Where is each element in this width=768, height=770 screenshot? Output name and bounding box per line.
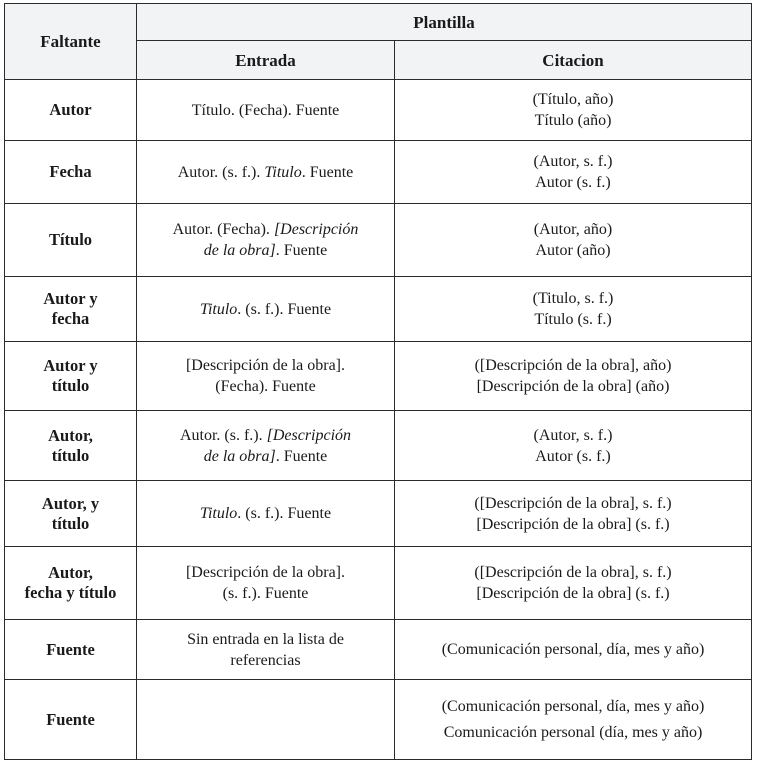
- citacion-line: (Titulo, s. f.): [532, 290, 614, 307]
- cell-entrada: [137, 141, 395, 204]
- cell-entrada: [137, 620, 395, 680]
- cell-entrada: [137, 80, 395, 141]
- cell-faltante: [5, 547, 137, 620]
- header-faltante: Faltante: [5, 4, 137, 80]
- cell-citacion: [395, 547, 752, 620]
- cell-faltante: [5, 342, 137, 411]
- entrada-segment: Autor. (s. f.).: [177, 163, 265, 181]
- faltante-line: Fuente: [46, 709, 95, 729]
- citacion-line: Autor (s. f.): [535, 447, 611, 465]
- cell-faltante: [5, 481, 137, 547]
- entrada-line: [143, 446, 388, 467]
- entrada-line: [143, 355, 388, 376]
- cell-entrada: [137, 204, 395, 277]
- cell-entrada: [137, 277, 395, 342]
- entrada-line: [143, 162, 388, 183]
- entrada-line: [143, 583, 388, 604]
- cell-faltante: [5, 620, 137, 680]
- entrada-line: [143, 562, 388, 583]
- entrada-italic-segment: Titulo: [199, 505, 238, 522]
- citacion-line: Autor (año): [535, 242, 611, 259]
- cell-entrada: [137, 547, 395, 620]
- faltante-line: Título: [48, 230, 93, 249]
- entrada-line: [143, 503, 388, 524]
- cell-citacion: [395, 342, 752, 411]
- entrada-italic-segment: Titulo: [264, 163, 302, 181]
- entrada-italic-segment: [Descripción: [266, 426, 352, 444]
- entrada-segment: . (s. f.). Fuente: [237, 505, 332, 522]
- entrada-line: [143, 376, 388, 397]
- table-row: [5, 141, 752, 204]
- entrada-line: [143, 100, 388, 121]
- table-row: [5, 620, 752, 680]
- cell-citacion: [395, 680, 752, 760]
- faltante-line: fecha y título: [24, 583, 117, 602]
- faltante-line: título: [51, 445, 90, 465]
- cell-citacion: [395, 481, 752, 547]
- citacion-line: Autor (s. f.): [535, 174, 611, 191]
- citacion-line: ([Descripción de la obra], s. f.): [474, 494, 672, 512]
- missing-elements-table: [4, 3, 752, 760]
- citacion-line: [Descripción de la obra] (año): [476, 378, 670, 395]
- entrada-line: [143, 240, 388, 261]
- citacion-line: Título (año): [534, 112, 612, 129]
- citacion-line: (Título, año): [532, 91, 614, 108]
- entrada-segment: . Fuente: [301, 163, 354, 181]
- table-row: [5, 80, 752, 141]
- citacion-line: ([Descripción de la obra], s. f.): [474, 564, 672, 581]
- table-body: [5, 80, 752, 760]
- citacion-line: [Descripción de la obra] (s. f.): [476, 585, 670, 602]
- cell-entrada: [137, 411, 395, 481]
- faltante-line: Autor y: [43, 356, 98, 375]
- citacion-line: [Descripción de la obra] (s. f.): [476, 515, 670, 533]
- cell-citacion: [395, 411, 752, 481]
- entrada-segment: [Descripción de la obra].: [185, 357, 346, 374]
- entrada-segment: [Descripción de la obra].: [185, 564, 346, 581]
- entrada-segment: . (s. f.). Fuente: [237, 300, 332, 318]
- faltante-line: título: [51, 513, 90, 533]
- faltante-line: fecha: [51, 309, 90, 328]
- citacion-line: (Comunicación personal, día, mes y año): [441, 641, 705, 658]
- faltante-line: Autor y: [43, 289, 98, 308]
- entrada-line: [143, 219, 388, 240]
- entrada-line: [143, 629, 388, 650]
- table-row: [5, 277, 752, 342]
- cell-faltante: [5, 411, 137, 481]
- cell-entrada: [137, 481, 395, 547]
- header-citacion: Citacion: [395, 41, 752, 80]
- citacion-line: (Autor, año): [533, 221, 613, 238]
- cell-faltante: [5, 141, 137, 204]
- table-row: [5, 204, 752, 277]
- entrada-segment: Título. (Fecha). Fuente: [191, 101, 340, 119]
- entrada-segment: Sin entrada en la lista de: [187, 630, 344, 648]
- entrada-italic-segment: [Descripción: [273, 221, 359, 238]
- cell-citacion: [395, 277, 752, 342]
- table-row: [5, 342, 752, 411]
- entrada-segment: . Fuente: [275, 447, 328, 465]
- table-row: [5, 680, 752, 760]
- entrada-line: [143, 650, 388, 671]
- entrada-italic-segment: de la obra]: [203, 447, 276, 465]
- entrada-italic-segment: Titulo: [199, 300, 238, 318]
- citacion-line: Título (s. f.): [534, 311, 612, 328]
- entrada-segment: referencias: [230, 651, 301, 669]
- cell-citacion: [395, 141, 752, 204]
- faltante-line: Fecha: [49, 162, 92, 181]
- entrada-italic-segment: de la obra]: [203, 242, 276, 259]
- entrada-segment: Autor. (s. f.).: [179, 426, 267, 444]
- cell-faltante: [5, 277, 137, 342]
- entrada-segment: . Fuente: [275, 242, 328, 259]
- faltante-line: Autor,: [48, 563, 93, 582]
- faltante-line: Fuente: [46, 639, 95, 659]
- header-entrada: Entrada: [137, 41, 395, 80]
- citacion-line: ([Descripción de la obra], año): [474, 357, 672, 374]
- faltante-line: Autor, y: [41, 493, 100, 513]
- cell-faltante: [5, 204, 137, 277]
- table-row: [5, 481, 752, 547]
- cell-citacion: [395, 80, 752, 141]
- citacion-line: (Autor, s. f.): [533, 153, 613, 170]
- cell-citacion: [395, 204, 752, 277]
- entrada-segment: (s. f.). Fuente: [222, 585, 309, 602]
- citacion-line: (Autor, s. f.): [533, 426, 613, 444]
- cell-citacion: [395, 620, 752, 680]
- faltante-line: Autor,: [48, 425, 93, 445]
- cell-entrada: [137, 342, 395, 411]
- entrada-line: [143, 299, 388, 320]
- table-row: [5, 547, 752, 620]
- cell-faltante: [5, 80, 137, 141]
- entrada-segment: Autor. (Fecha).: [172, 221, 274, 238]
- table-row: [5, 411, 752, 481]
- citacion-line: Comunicación personal (día, mes y año): [443, 723, 703, 741]
- header-plantilla: Plantilla: [137, 4, 752, 41]
- citacion-line: (Comunicación personal, día, mes y año): [441, 697, 705, 715]
- entrada-line: [143, 425, 388, 446]
- entrada-segment: (Fecha). Fuente: [215, 378, 316, 395]
- faltante-line: título: [51, 376, 90, 395]
- cell-entrada: [137, 680, 395, 760]
- faltante-line: Autor: [49, 100, 92, 119]
- cell-faltante: [5, 680, 137, 760]
